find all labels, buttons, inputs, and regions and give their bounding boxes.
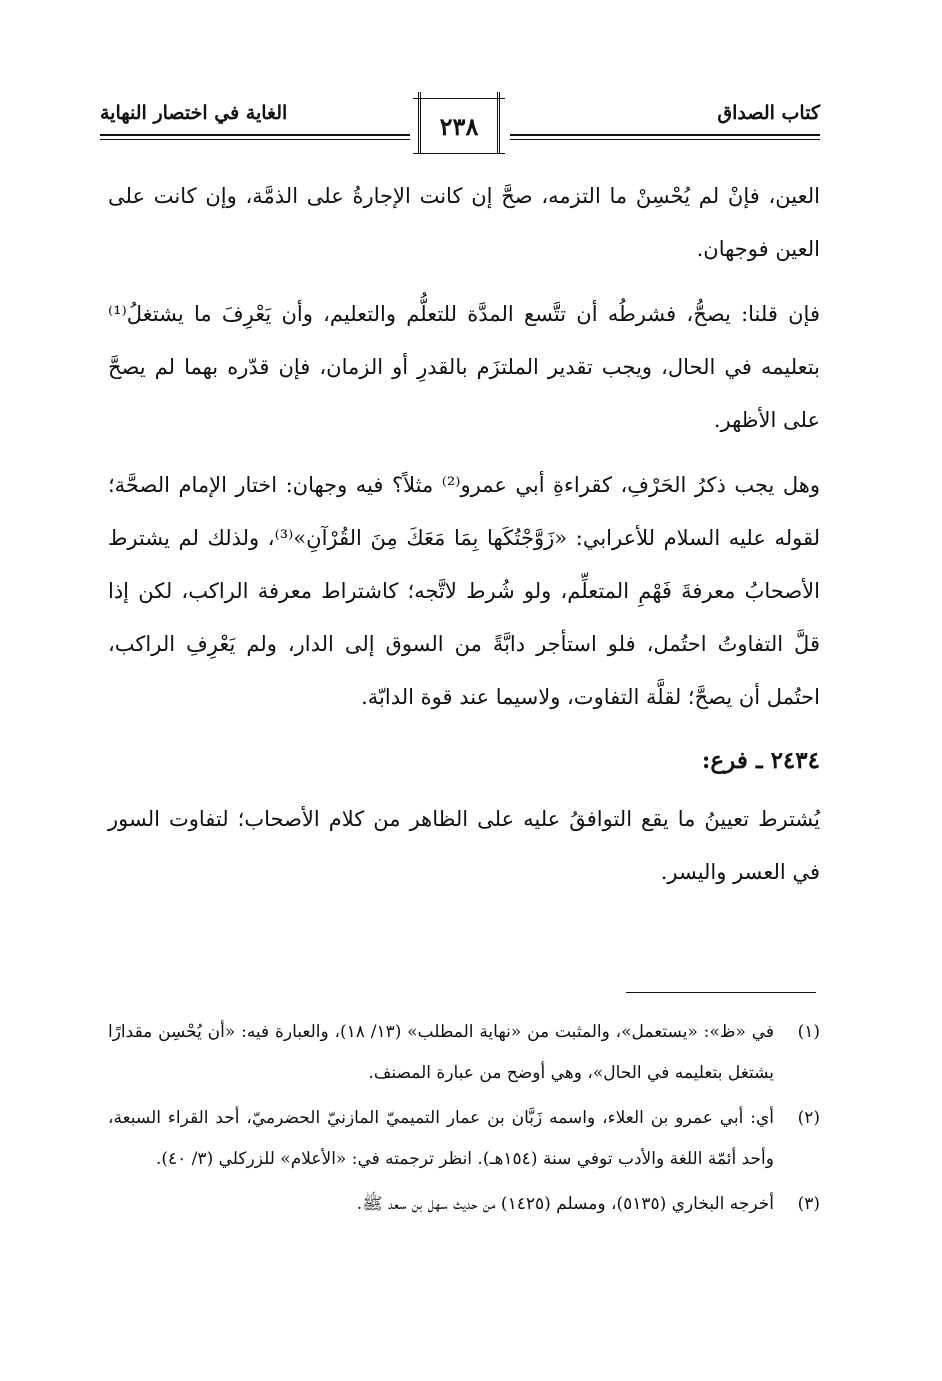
footnote-text: أي: أبي عمرو بن العلاء، واسمه زَبَّان بن عمار التميميّ المازنيّ الحضرميّ، أحد القراء السبعة، وأحد أئمّة اللغة والأدب توفي سنة (١٥٤هـ). انظر ترجمته في: «الأعلام» للزركلي (٣/ ٤٠). bbox=[108, 1108, 774, 1169]
footnote bbox=[108, 1184, 820, 1225]
footnote bbox=[108, 1012, 820, 1094]
chapter-title: كتاب الصداق bbox=[717, 102, 820, 124]
header-rule-left bbox=[100, 134, 410, 136]
header-rule-left-thin bbox=[100, 139, 410, 140]
page-header bbox=[100, 92, 820, 162]
header-rule-right-thin bbox=[510, 139, 820, 140]
main-text bbox=[108, 170, 820, 899]
paragraph: يُشترط تعيينُ ما يقع التوافقُ عليه على الظاهر من كلام الأصحاب؛ لتفاوت السور في العسر واليسر. bbox=[108, 807, 820, 884]
footnote-mark: (٣) bbox=[797, 1194, 820, 1214]
footnote bbox=[108, 1098, 820, 1180]
paragraph: وهل يجب ذكرُ الحَرْفِ، كقراءةِ أبي عمرو⁽²⁾ مثلاً؟ فيه وجهان: اختار الإمام الصحَّة؛ لقوله عليه السلام للأعرابي: «زَوَّجْتُكَها بِمَا مَعَكَ مِنَ القُرْآنِ»⁽³⁾، ولذلك لم يشترط الأصحابُ معرفةَ فَهْمِ المتعلِّم، ولو شُرط لاتَّجه؛ كاشتراط معرفة الراكب، لكن إذا قلَّ التفاوتُ احتُمل، فلو استأجر دابَّةً من السوق إلى الدار، ولم يَعْرِفِ الراكب، احتُمل أن يصحَّ؛ لقلَّة التفاوت، ولاسيما عند قوة الدابّة. bbox=[108, 473, 820, 709]
footnote-separator bbox=[626, 992, 816, 993]
section-heading: ٢٤٣٤ ـ فرع: bbox=[701, 747, 820, 774]
paragraph: العين، فإنْ لم يُحْسِنْ ما التزمه، صحَّ إن كانت الإجارةُ على الذمَّة، وإن كانت على العين فوجهان. bbox=[108, 184, 820, 261]
header-rule-right bbox=[510, 134, 820, 136]
footnotes bbox=[108, 1012, 820, 1229]
page-number: ٢٣٨ bbox=[439, 112, 479, 141]
paragraph: فإن قلنا: يصحُّ، فشرطُه أن تتَّسع المدَّة للتعلُّم والتعليم، وأن يَعْرِفَ ما يشتغلُ⁽¹⁾ بتعليمه في الحال، ويجب تقدير الملتزَم بالقدرِ أو الزمان، فإن قدّره بهما لم يصحَّ على الأظهر. bbox=[108, 302, 820, 432]
book-title: الغاية في اختصار النهاية bbox=[100, 102, 288, 124]
footnote-mark: (١) bbox=[797, 1022, 820, 1042]
page-number-box bbox=[418, 92, 500, 154]
footnote-mark: (٢) bbox=[797, 1108, 820, 1128]
footnote-text: أخرجه البخاري (٥١٣٥)، ومسلم (١٤٢٥) من حديث سهل بن سعد ﷺ. bbox=[356, 1194, 774, 1214]
footnote-text: في «ظ»: «يستعمل»، والمثبت من «نهاية المطلب» (١٣/ ١٨)، والعبارة فيه: «أن يُحْسِن مقدارًا يشتغل بتعليمه في الحال»، وهي أوضح من عبارة المصنف. bbox=[108, 1022, 774, 1083]
